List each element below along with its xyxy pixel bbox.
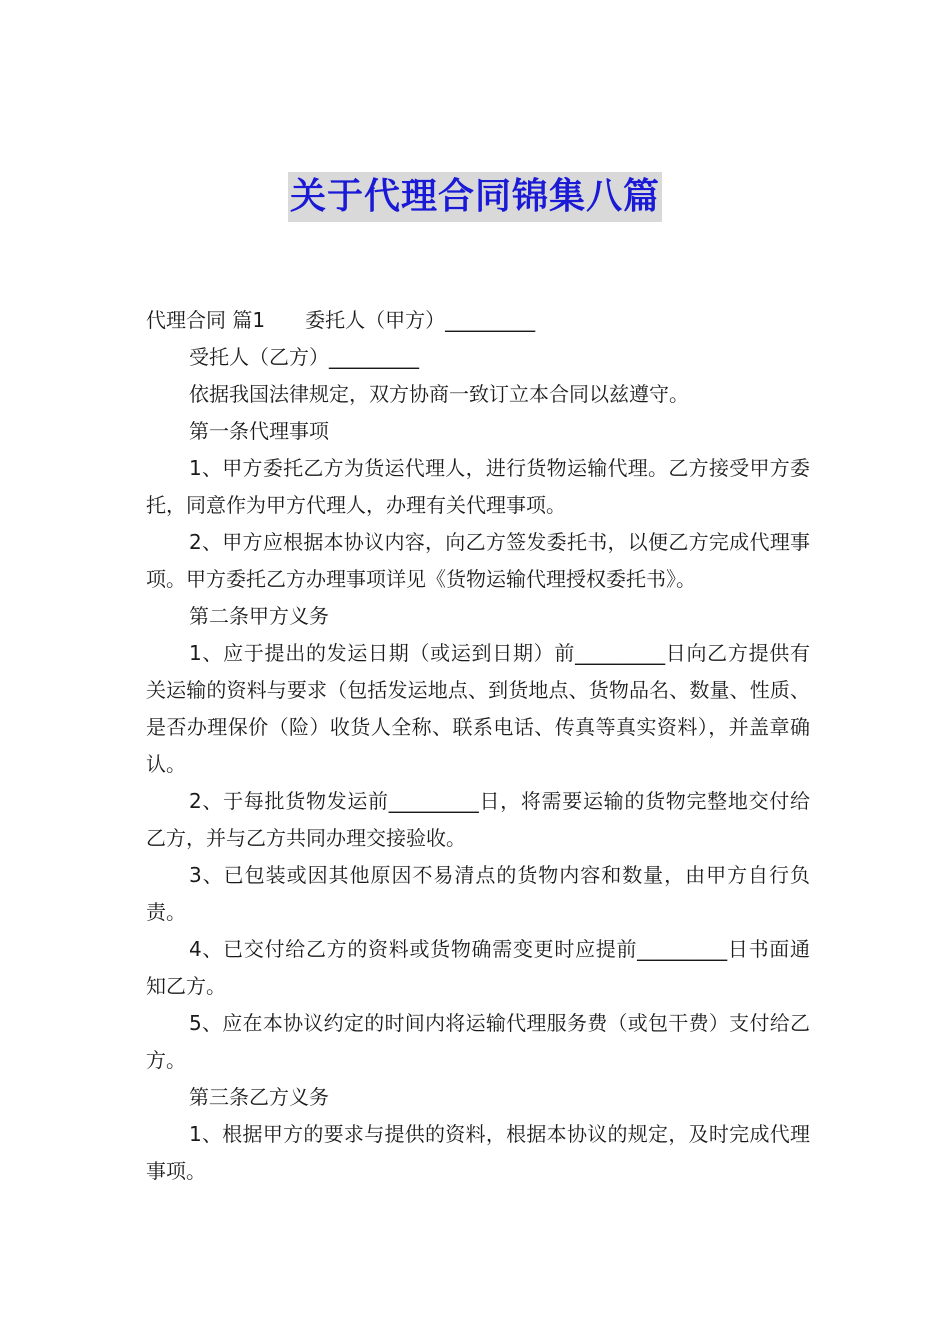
- title-container: [0, 172, 950, 222]
- paragraph-article-2-item-5: 5、应在本协议约定的时间内将运输代理服务费（或包干费）支付给乙方。: [146, 1011, 810, 1072]
- heading-article-2: 第二条甲方义务: [189, 604, 329, 628]
- paragraph-article-1-item-2: 2、甲方应根据本协议内容，向乙方签发委托书，以便乙方完成代理事项。甲方委托乙方办理事项详见《货物运输代理授权委托书》。: [146, 530, 810, 591]
- paragraph-article-2-item-2: 2、于每批货物发运前_________日，将需要运输的货物完整地交付给乙方，并与乙方共同办理交接验收。: [146, 789, 810, 850]
- paragraph-article-2-item-3: 3、已包装或因其他原因不易清点的货物内容和数量，由甲方自行负责。: [146, 863, 810, 924]
- paragraph-article-3-item-1: 1、根据甲方的要求与提供的资料，根据本协议的规定，及时完成代理事项。: [146, 1122, 810, 1183]
- paragraph-article-2-item-1: 1、应于提出的发运日期（或运到日期）前_________日向乙方提供有关运输的资料与要求（包括发运地点、到货地点、货物品名、数量、性质、是否办理保价（险）收货人全称、联系电话、传真等真实资料），并盖章确认。: [146, 641, 810, 776]
- paragraph-agent: 受托人（乙方）_________: [189, 345, 419, 369]
- first-line: [146, 302, 810, 339]
- paragraph-intro: 依据我国法律规定，双方协商一致订立本合同以兹遵守。: [189, 382, 689, 406]
- document-body: [146, 302, 810, 1190]
- paragraph-article-1-item-1: 1、甲方委托乙方为货运代理人，进行货物运输代理。乙方接受甲方委托，同意作为甲方代理人，办理有关代理事项。: [146, 456, 810, 517]
- paragraph-article-2-item-4: 4、已交付给乙方的资料或货物确需变更时应提前_________日书面通知乙方。: [146, 937, 810, 998]
- heading-article-1: 第一条代理事项: [189, 419, 329, 443]
- document-title: 关于代理合同锦集八篇: [288, 172, 662, 222]
- section-label: 代理合同 篇1: [146, 308, 266, 332]
- heading-article-3: 第三条乙方义务: [189, 1085, 329, 1109]
- principal-line: 委托人（甲方）_________: [305, 308, 536, 332]
